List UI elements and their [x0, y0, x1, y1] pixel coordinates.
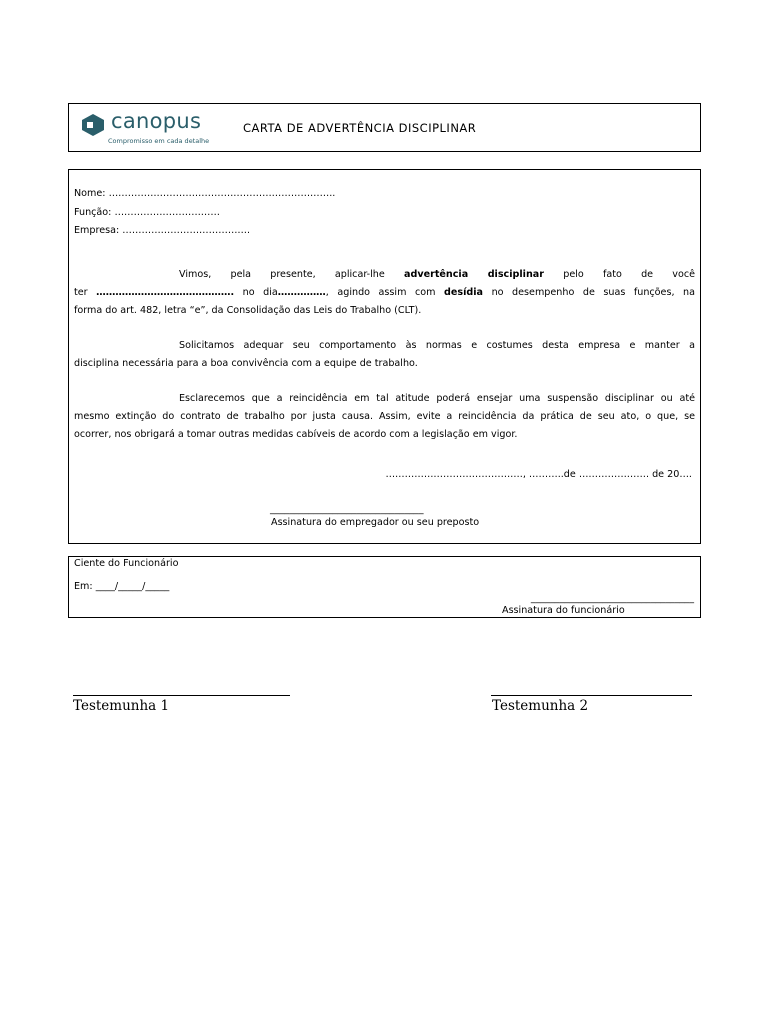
place-date-line: ……………………………………., ………..de …………………. de 20….: [385, 469, 692, 480]
company-logo: [81, 110, 221, 146]
document-title: CARTA DE ADVERTÊNCIA DISCIPLINAR: [243, 121, 477, 135]
employer-signature-label: Assinatura do empregador ou seu preposto: [271, 517, 480, 528]
paragraph-line: disciplina necessária para a boa convivência com a equipe de trabalho.: [74, 358, 418, 369]
employee-acknowledgment-box: [68, 556, 701, 618]
employee-signature-label: Assinatura do funcionário: [502, 605, 625, 616]
paragraph-line: ter ……………………………………. no dia……………, agindo assim com desídia no desempenho de suas funções, na: [74, 287, 695, 298]
field-nome: Nome: ……………………………………………………………..: [74, 188, 336, 199]
paragraph-line: Solicitamos adequar seu comportamento às normas e costumes desta empresa e manter a: [179, 340, 695, 351]
paragraph-line: Esclarecemos que a reincidência em tal atitude poderá ensejar uma suspensão disciplinar ou até: [179, 393, 695, 404]
field-empresa: Empresa: ………………………………….: [74, 225, 251, 236]
acknowledgment-date: Em: ____/_____/_____: [74, 581, 170, 592]
witness-1-label: Testemunha 1: [73, 698, 170, 714]
field-funcao: Função: ……………………………: [74, 207, 220, 218]
employer-signature-line: ________________________________: [270, 504, 424, 515]
witness-2-signature-line: [491, 695, 692, 696]
logo-name: canopus: [111, 109, 202, 133]
paragraph-line: ocorrer, nos obrigará a tomar outras medidas cabíveis de acordo com a legislação em vigor.: [74, 429, 518, 440]
paragraph-esclarecemos: [74, 390, 695, 444]
paragraph-advertencia: [74, 266, 695, 320]
acknowledgment-title: Ciente do Funcionário: [74, 558, 179, 569]
employee-signature-line: __________________________________: [530, 593, 694, 604]
paragraph-solicitamos: [74, 337, 695, 373]
letter-body-box: [68, 169, 701, 544]
paragraph-line: forma do art. 482, letra “e”, da Consolidação das Leis do Trabalho (CLT).: [74, 305, 422, 316]
witness-1-signature-line: [73, 695, 290, 696]
header-box: [68, 103, 701, 152]
logo-tagline: Compromisso em cada detalhe: [108, 137, 210, 145]
paragraph-line: Vimos, pela presente, aplicar-lhe advertência disciplinar pelo fato de você: [179, 269, 695, 280]
witness-2-label: Testemunha 2: [492, 698, 589, 714]
canopus-logo-mark-icon: [81, 113, 105, 137]
paragraph-line: mesmo extinção do contrato de trabalho por justa causa. Assim, evite a reincidência da prática de seu ato, o que, se: [74, 411, 695, 422]
